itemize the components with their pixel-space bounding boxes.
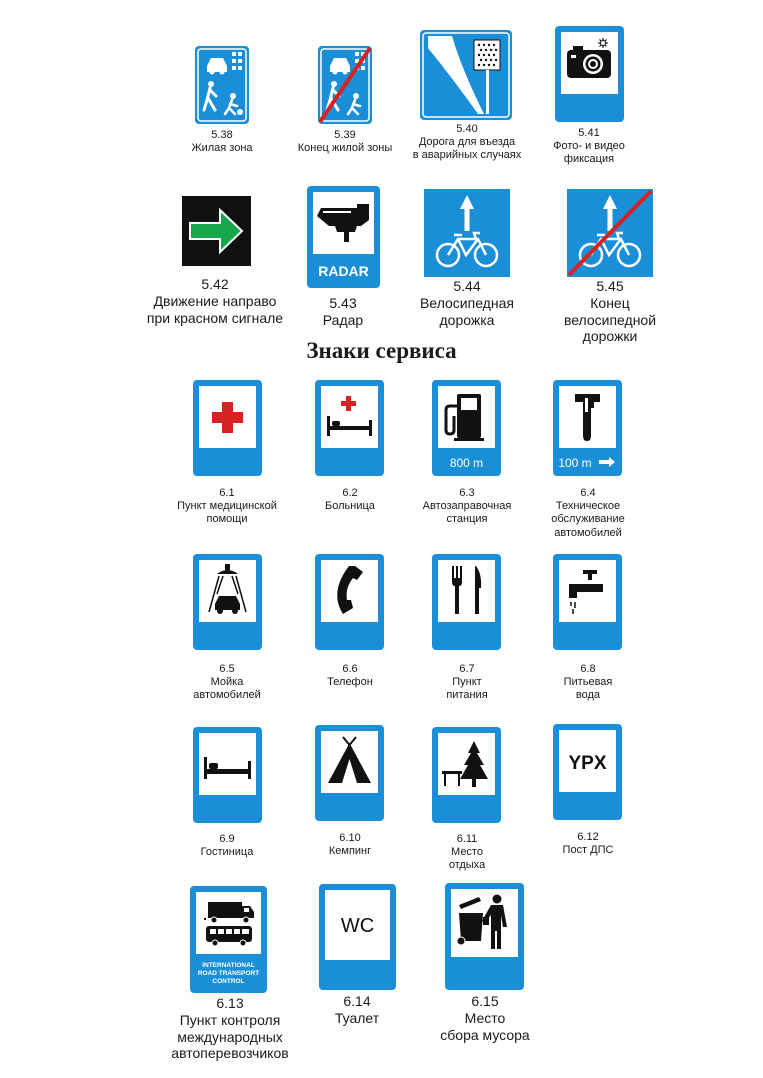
sign-name: Место xyxy=(464,1009,506,1026)
sign-number: 6.12 xyxy=(577,831,599,843)
sign-name: Автозаправочная xyxy=(422,500,512,513)
sign-number: 6.11 xyxy=(456,833,478,845)
section-title: Знаки сервиса xyxy=(306,338,457,363)
sign-text: RADAR xyxy=(318,263,369,279)
sign-name: автоперевозчиков xyxy=(171,1045,289,1062)
sign-number: 6.7 xyxy=(459,663,475,675)
sign-number: 6.15 xyxy=(471,993,499,1009)
sign-name: Кемпинг xyxy=(328,845,372,858)
sign-6-5 xyxy=(193,554,262,650)
sign-5-44 xyxy=(424,189,510,277)
sign-text: 800 m xyxy=(449,456,484,470)
trash-bin-icon xyxy=(445,883,524,990)
sign-name: фиксация xyxy=(563,153,615,166)
wc-icon xyxy=(319,884,396,990)
sign-6-4 xyxy=(553,380,622,476)
sign-number: 5.39 xyxy=(334,129,356,141)
sign-name: Туалет xyxy=(334,1009,380,1026)
sign-name: обслуживание xyxy=(551,513,625,526)
sign-text: ROAD TRANSPORT xyxy=(197,970,260,977)
hospital-bed-icon xyxy=(315,380,384,476)
sign-name: Пункт медицинской xyxy=(177,500,277,513)
sign-number: 5.42 xyxy=(201,276,229,292)
bicycle-lane-end-icon xyxy=(567,189,653,277)
sign-name: международных xyxy=(177,1028,283,1045)
picnic-tree-icon xyxy=(432,727,501,823)
sign-number: 6.1 xyxy=(219,487,235,499)
sign-number: 6.4 xyxy=(580,487,596,499)
sign-name: дорожки xyxy=(582,328,638,345)
sign-name: Место xyxy=(451,846,483,859)
sign-name: Конец xyxy=(590,294,630,311)
sign-name: Движение направо xyxy=(153,292,277,309)
car-wash-icon xyxy=(193,554,262,650)
sign-5-38 xyxy=(195,46,249,124)
sign-6-1 xyxy=(193,380,262,476)
sign-name: помощи xyxy=(206,513,248,526)
green-arrow-icon xyxy=(182,196,251,266)
traffic-police-icon xyxy=(553,724,622,820)
sign-6-8 xyxy=(553,554,622,650)
fork-knife-icon xyxy=(432,554,501,650)
sign-6-11 xyxy=(432,727,501,823)
sign-text: INTERNATIONAL xyxy=(202,962,255,969)
sign-name: Радар xyxy=(322,311,364,328)
sign-name: дорожка xyxy=(439,311,495,328)
sign-name: автомобилей xyxy=(193,689,261,702)
sign-6-10 xyxy=(315,725,384,821)
sign-5-42 xyxy=(182,196,251,266)
sign-text: 100 m xyxy=(558,456,592,470)
sign-number: 5.44 xyxy=(453,278,481,294)
sign-6-14 xyxy=(319,884,396,990)
sign-number: 6.14 xyxy=(343,993,371,1009)
bicycle-lane-icon xyxy=(424,189,510,277)
bed-icon xyxy=(193,727,262,823)
sign-name: Пост ДПС xyxy=(562,844,614,857)
red-cross-icon xyxy=(193,380,262,476)
truck-bus-icon xyxy=(190,886,267,993)
sign-name: Техническое xyxy=(555,500,621,513)
sign-name: Пункт контроля xyxy=(179,1011,281,1028)
sign-6-15 xyxy=(445,883,524,990)
sign-number: 6.3 xyxy=(459,487,475,499)
sign-number: 5.38 xyxy=(211,129,233,141)
water-tap-icon xyxy=(553,554,622,650)
sign-number: 5.41 xyxy=(578,127,600,139)
sign-text: CONTROL xyxy=(212,978,245,985)
sign-name: питания xyxy=(446,689,488,702)
sign-name: вода xyxy=(575,689,601,702)
sign-name: Гостиница xyxy=(200,846,254,859)
sign-6-9 xyxy=(193,727,262,823)
sign-6-2 xyxy=(315,380,384,476)
sign-number: 6.10 xyxy=(339,832,361,844)
sign-5-43 xyxy=(307,186,380,288)
sign-6-6 xyxy=(315,554,384,650)
phone-icon xyxy=(315,554,384,650)
sign-number: 6.5 xyxy=(219,663,235,675)
sign-6-3 xyxy=(432,380,501,476)
emergency-road-icon xyxy=(420,30,512,120)
sign-name: Пункт xyxy=(452,676,482,689)
sign-name: Велосипедная xyxy=(420,294,514,311)
sign-name: отдыха xyxy=(448,859,486,872)
sign-name: велосипедной xyxy=(563,311,657,328)
radar-camera-icon xyxy=(307,186,380,288)
sign-name: Дорога для въезда xyxy=(418,136,516,149)
tent-icon xyxy=(315,725,384,821)
sign-text: WC xyxy=(340,915,375,937)
sign-5-45 xyxy=(567,189,653,277)
sign-number: 6.6 xyxy=(342,663,358,675)
sign-number: 5.45 xyxy=(596,278,624,294)
fuel-pump-icon xyxy=(432,380,501,476)
sign-number: 5.40 xyxy=(456,123,478,135)
sign-5-39 xyxy=(318,46,372,124)
sign-name: сбора мусора xyxy=(440,1026,530,1043)
sign-number: 6.9 xyxy=(219,833,235,845)
sign-name: Жилая зона xyxy=(191,142,253,155)
residential-zone-icon xyxy=(195,46,249,124)
sign-name: Конец жилой зоны xyxy=(297,142,393,155)
sign-number: 6.8 xyxy=(580,663,596,675)
sign-6-7 xyxy=(432,554,501,650)
wrench-icon xyxy=(553,380,622,476)
sign-name: Фото- и видео xyxy=(553,140,625,153)
sign-5-41 xyxy=(555,26,624,122)
residential-zone-end-icon xyxy=(318,46,372,124)
sign-name: станция xyxy=(446,513,488,526)
sign-number: 6.13 xyxy=(216,995,244,1011)
sign-name: Больница xyxy=(325,500,375,513)
sign-name: Питьевая xyxy=(563,676,613,689)
sign-6-12 xyxy=(553,724,622,820)
camera-icon xyxy=(555,26,624,122)
sign-name: в аварийных случаях xyxy=(412,149,522,162)
sign-name: Телефон xyxy=(327,676,373,689)
sign-number: 6.2 xyxy=(342,487,358,499)
sign-text: YPX xyxy=(568,753,607,774)
sign-name: Мойка xyxy=(210,676,244,689)
sign-name: автомобилей xyxy=(554,526,622,539)
sign-name: при красном сигнале xyxy=(146,309,284,326)
sign-5-40 xyxy=(420,30,512,120)
sign-number: 5.43 xyxy=(329,295,357,311)
sign-6-13 xyxy=(190,886,267,993)
